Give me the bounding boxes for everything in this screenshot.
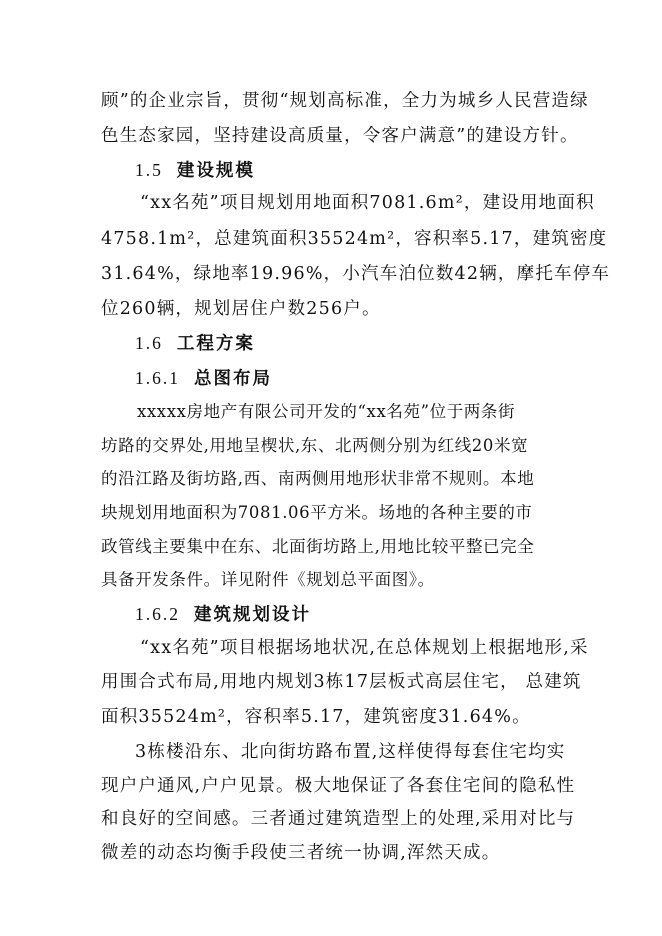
- text-line: “xx名苑”项目根据场地状况,在总体规划上根据地形,采: [140, 638, 589, 658]
- section-heading-1-6: [135, 331, 255, 356]
- text-line: 政管线主要集中在东、北面街坊路上,用地比较平整已完全: [101, 537, 535, 556]
- text-line: 微差的动态均衡手段使三者统一协调,浑然天成。: [101, 843, 501, 863]
- text-line: 31.64%，绿地率19.96%，小汽车泊位数42辆，摩托车停车: [101, 264, 611, 284]
- text-line: “xx名苑”项目规划用地面积7081.6m²，建设用地面积: [140, 193, 595, 213]
- text-line: 位260辆，规划居住户数256户。: [101, 299, 381, 319]
- text-line: 4758.1m²，总建筑面积35524m²，容积率5.17，建筑密度: [101, 229, 608, 249]
- text-line: xxxxx房地产有限公司开发的“xx名苑”位于两条街: [137, 402, 516, 421]
- section-heading-1-6-2: [135, 602, 311, 627]
- text-line: 坊路的交界处,用地呈楔状,东、北两侧分别为红线20米宽: [101, 436, 529, 455]
- section-title: 总图布局: [194, 369, 272, 389]
- text-line: 3栋楼沿东、北向街坊路布置,这样使得每套住宅均实: [135, 742, 566, 762]
- section-number: 1.6.1: [135, 368, 180, 388]
- text-line: 色生态家园，坚持建设高质量，令客户满意”的建设方针。: [101, 126, 579, 146]
- section-heading-1-5: [135, 158, 255, 183]
- text-line: 面积35524m²，容积率5.17，建筑密度31.64%。: [101, 707, 531, 727]
- text-line: 现户户通风,户户见景。极大地保证了各套住宅间的隐私性: [101, 776, 576, 796]
- text-line: 用围合式布局,用地内规划3栋17层板式高层住宅， 总建筑: [101, 672, 582, 692]
- text-line: 具备开发条件。详见附件《规划总平面图》。: [101, 570, 435, 589]
- text-line: 顾”的企业宗旨，贯彻“规划高标准，全力为城乡人民营造绿: [101, 91, 589, 111]
- section-number: 1.6.2: [135, 604, 180, 624]
- section-title: 建设规模: [176, 161, 255, 181]
- section-title: 工程方案: [176, 334, 255, 354]
- section-number: 1.6: [135, 333, 163, 353]
- text-line: 块规划用地面积为7081.06平方米。场地的各种主要的市: [101, 503, 533, 522]
- section-heading-1-6-1: [135, 366, 272, 391]
- section-title: 建筑规划设计: [194, 605, 311, 625]
- text-line: 和良好的空间感。三者通过建筑造型上的处理,采用对比与: [101, 809, 576, 829]
- text-line: 的沿江路及街坊路,西、南两侧用地形状非常不规则。本地: [101, 469, 535, 488]
- section-number: 1.5: [135, 160, 163, 180]
